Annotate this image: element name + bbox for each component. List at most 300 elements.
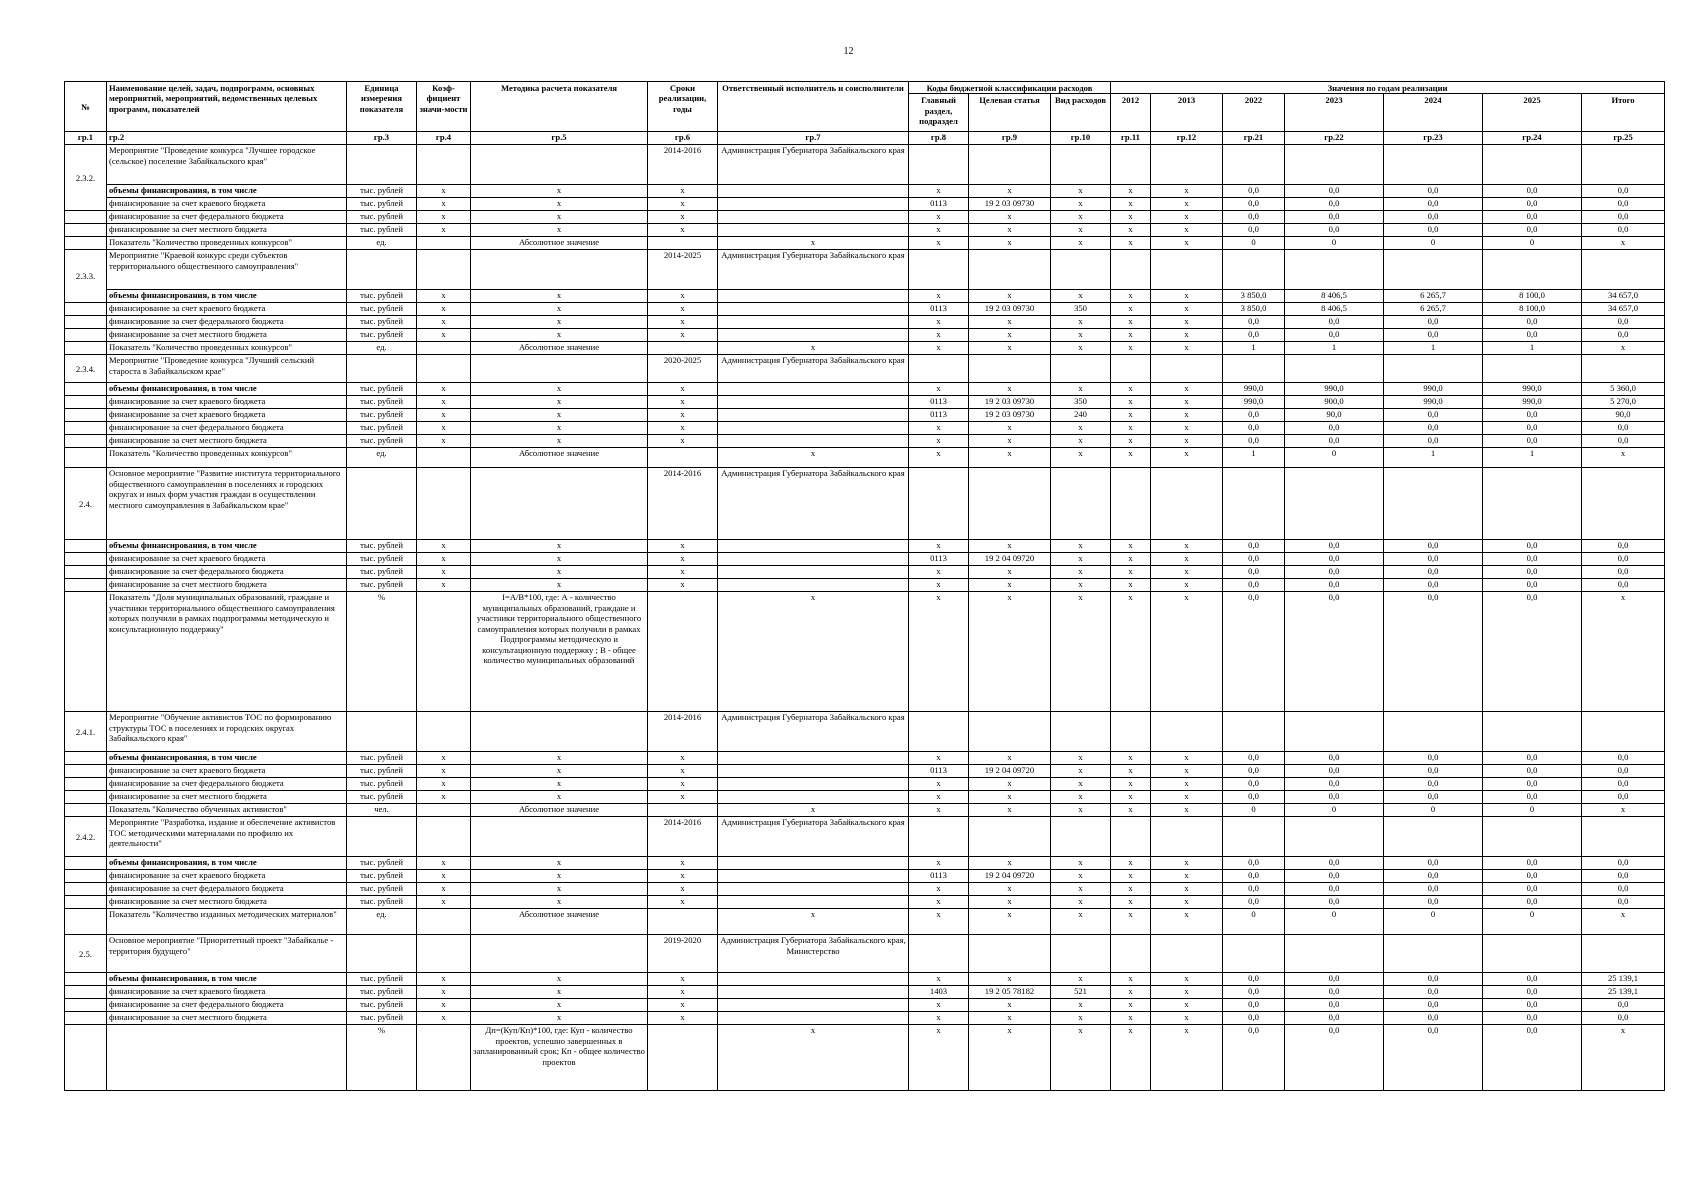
cell: x <box>969 999 1051 1012</box>
cell: x <box>1151 290 1223 303</box>
cell <box>471 935 648 973</box>
cell: Абсолютное значение <box>471 237 648 250</box>
cell: x <box>1151 986 1223 999</box>
cell: 0113 <box>909 303 969 316</box>
group-number-cell: гр.25 <box>1582 132 1665 145</box>
cell: тыс. рублей <box>347 579 417 592</box>
header-year: 2012 <box>1111 94 1151 132</box>
cell: x <box>969 290 1051 303</box>
table-row <box>65 579 1665 592</box>
table-row <box>65 396 1665 409</box>
row-number <box>65 409 107 422</box>
cell: x <box>969 342 1051 355</box>
group-number-cell: гр.2 <box>107 132 347 145</box>
cell: x <box>909 1025 969 1091</box>
cell: 0,0 <box>1483 316 1582 329</box>
page-number: 12 <box>843 46 854 57</box>
cell: 0,0 <box>1483 1012 1582 1025</box>
table-row <box>65 870 1665 883</box>
row-name: Показатель "Доля муниципальных образований, граждане и участники территориального общественного самоуправления которых получили в рамках подпрограммы методическую и консультационную поддержку" <box>107 592 347 712</box>
cell: 0,0 <box>1223 870 1285 883</box>
cell: x <box>1582 804 1665 817</box>
cell: x <box>1111 383 1151 396</box>
cell: 0,0 <box>1483 896 1582 909</box>
cell: 990,0 <box>1483 383 1582 396</box>
row-name <box>107 1025 347 1091</box>
table-row <box>65 303 1665 316</box>
cell <box>969 817 1051 857</box>
cell <box>1151 145 1223 185</box>
header-unit: Единица измерения показателя <box>347 82 417 132</box>
cell: 0,0 <box>1582 999 1665 1012</box>
cell: 0,0 <box>1384 973 1483 986</box>
cell <box>1223 817 1285 857</box>
table-body <box>65 145 1665 1091</box>
cell <box>1285 468 1384 540</box>
cell: x <box>909 752 969 765</box>
table-row <box>65 791 1665 804</box>
cell: 19 2 03 09730 <box>969 198 1051 211</box>
cell: x <box>417 396 471 409</box>
cell: 0,0 <box>1483 752 1582 765</box>
row-number: 2.4.1. <box>65 712 107 752</box>
cell: 990,0 <box>1223 383 1285 396</box>
cell <box>1483 712 1582 752</box>
row-number <box>65 804 107 817</box>
table-row <box>65 935 1665 973</box>
cell: 34 657,0 <box>1582 303 1665 316</box>
cell: 0,0 <box>1483 224 1582 237</box>
cell: 0,0 <box>1223 791 1285 804</box>
row-number <box>65 422 107 435</box>
cell: x <box>1111 329 1151 342</box>
cell <box>1483 817 1582 857</box>
cell <box>1051 250 1111 290</box>
cell: x <box>417 383 471 396</box>
cell: 0,0 <box>1384 592 1483 712</box>
cell <box>718 752 909 765</box>
cell: 34 657,0 <box>1582 290 1665 303</box>
cell: 0,0 <box>1285 316 1384 329</box>
cell: 350 <box>1051 303 1111 316</box>
cell: 0,0 <box>1223 896 1285 909</box>
cell <box>1051 817 1111 857</box>
cell: 0,0 <box>1384 185 1483 198</box>
cell <box>909 468 969 540</box>
cell: x <box>909 540 969 553</box>
header-code-type: Вид расходов <box>1051 94 1111 132</box>
cell: x <box>1111 765 1151 778</box>
cell <box>718 198 909 211</box>
row-number <box>65 224 107 237</box>
cell: 0,0 <box>1223 999 1285 1012</box>
group-number-cell: гр.21 <box>1223 132 1285 145</box>
cell <box>1384 145 1483 185</box>
cell <box>718 791 909 804</box>
cell: 3 850,0 <box>1223 290 1285 303</box>
cell: 0,0 <box>1483 870 1582 883</box>
cell: x <box>471 290 648 303</box>
cell: 0 <box>1223 237 1285 250</box>
cell <box>718 973 909 986</box>
cell: Администрация Губернатора Забайкальского края, Министерство <box>718 935 909 973</box>
header-num: № <box>65 82 107 132</box>
cell: 0,0 <box>1223 765 1285 778</box>
cell: 19 2 03 09730 <box>969 303 1051 316</box>
cell: тыс. рублей <box>347 383 417 396</box>
cell: x <box>417 1012 471 1025</box>
cell: тыс. рублей <box>347 290 417 303</box>
cell: 0,0 <box>1582 752 1665 765</box>
cell: x <box>648 553 718 566</box>
cell: 0,0 <box>1483 579 1582 592</box>
cell: x <box>1151 1012 1223 1025</box>
cell: 0,0 <box>1285 553 1384 566</box>
cell <box>347 250 417 290</box>
cell: 1 <box>1223 448 1285 468</box>
cell <box>1051 712 1111 752</box>
cell: x <box>909 448 969 468</box>
cell <box>718 211 909 224</box>
cell: тыс. рублей <box>347 553 417 566</box>
cell <box>1285 250 1384 290</box>
cell: 0,0 <box>1483 409 1582 422</box>
cell <box>718 540 909 553</box>
cell: 0,0 <box>1384 224 1483 237</box>
table-row <box>65 237 1665 250</box>
cell: x <box>648 409 718 422</box>
cell: x <box>471 435 648 448</box>
cell <box>648 237 718 250</box>
cell: 0,0 <box>1582 791 1665 804</box>
row-number: 2.4.2. <box>65 817 107 857</box>
row-number <box>65 303 107 316</box>
cell: 990,0 <box>1223 396 1285 409</box>
cell: 0,0 <box>1384 765 1483 778</box>
row-name: финансирование за счет местного бюджета <box>107 896 347 909</box>
group-number-cell: гр.11 <box>1111 132 1151 145</box>
cell: 0,0 <box>1223 422 1285 435</box>
cell: x <box>1051 883 1111 896</box>
cell: 0,0 <box>1285 224 1384 237</box>
row-number: 2.5. <box>65 935 107 973</box>
row-name: объемы финансирования, в том числе <box>107 540 347 553</box>
cell <box>417 592 471 712</box>
cell: x <box>1051 211 1111 224</box>
cell: 0,0 <box>1483 1025 1582 1091</box>
cell <box>1151 468 1223 540</box>
cell: x <box>1151 592 1223 712</box>
cell: x <box>1582 237 1665 250</box>
cell: x <box>1051 973 1111 986</box>
cell: x <box>718 592 909 712</box>
cell: x <box>1111 778 1151 791</box>
cell: x <box>417 409 471 422</box>
cell: 0,0 <box>1384 857 1483 870</box>
cell <box>718 435 909 448</box>
cell: x <box>909 290 969 303</box>
cell: тыс. рублей <box>347 409 417 422</box>
cell: 0,0 <box>1384 211 1483 224</box>
table-row <box>65 909 1665 935</box>
cell: тыс. рублей <box>347 185 417 198</box>
cell: x <box>909 896 969 909</box>
row-name: финансирование за счет федерального бюджета <box>107 422 347 435</box>
cell: x <box>471 752 648 765</box>
cell: x <box>471 999 648 1012</box>
cell: 0,0 <box>1384 870 1483 883</box>
cell: x <box>1051 1025 1111 1091</box>
cell: 0,0 <box>1285 752 1384 765</box>
cell: 90,0 <box>1582 409 1665 422</box>
cell <box>1051 355 1111 383</box>
row-number <box>65 909 107 935</box>
cell <box>347 355 417 383</box>
row-name: Показатель "Количество обученных активистов" <box>107 804 347 817</box>
cell <box>1384 712 1483 752</box>
table-row <box>65 355 1665 383</box>
cell: 0,0 <box>1483 857 1582 870</box>
cell: x <box>1151 896 1223 909</box>
cell: ед. <box>347 237 417 250</box>
cell: 0,0 <box>1384 409 1483 422</box>
cell: x <box>648 566 718 579</box>
cell: x <box>1151 396 1223 409</box>
cell: 0 <box>1384 909 1483 935</box>
header-year: 2024 <box>1384 94 1483 132</box>
cell: 0,0 <box>1384 986 1483 999</box>
cell: x <box>1111 1012 1151 1025</box>
cell: x <box>648 540 718 553</box>
cell: x <box>1051 870 1111 883</box>
group-number-cell: гр.4 <box>417 132 471 145</box>
cell: 0,0 <box>1384 896 1483 909</box>
row-name: Мероприятие "Разработка, издание и обеспечение активистов ТОС методическими материалами по профилю их деятельности" <box>107 817 347 857</box>
cell: 0,0 <box>1384 791 1483 804</box>
cell: x <box>471 986 648 999</box>
cell: x <box>718 1025 909 1091</box>
cell: x <box>1582 909 1665 935</box>
cell: x <box>1111 553 1151 566</box>
cell: x <box>1111 999 1151 1012</box>
cell <box>1051 935 1111 973</box>
cell: тыс. рублей <box>347 883 417 896</box>
table-row <box>65 986 1665 999</box>
cell: x <box>1051 765 1111 778</box>
cell: x <box>1111 791 1151 804</box>
cell: 0,0 <box>1223 778 1285 791</box>
cell: 0,0 <box>1582 579 1665 592</box>
row-name: финансирование за счет федерального бюджета <box>107 883 347 896</box>
row-name: Мероприятие "Краевой конкурс среди субъектов территориального общественного самоуправления" <box>107 250 347 290</box>
cell <box>718 579 909 592</box>
cell: x <box>471 883 648 896</box>
cell: x <box>718 448 909 468</box>
cell: x <box>1111 804 1151 817</box>
cell <box>471 712 648 752</box>
cell <box>648 342 718 355</box>
cell <box>1223 250 1285 290</box>
cell: x <box>1151 383 1223 396</box>
cell <box>909 355 969 383</box>
cell <box>969 468 1051 540</box>
cell: x <box>417 999 471 1012</box>
cell: x <box>648 870 718 883</box>
cell: 2014-2025 <box>648 250 718 290</box>
cell: 1 <box>1223 342 1285 355</box>
group-number-row <box>65 132 1665 145</box>
cell <box>718 857 909 870</box>
cell: x <box>1151 973 1223 986</box>
row-number <box>65 896 107 909</box>
table-row <box>65 712 1665 752</box>
cell: x <box>1111 237 1151 250</box>
cell: x <box>969 566 1051 579</box>
cell: x <box>969 435 1051 448</box>
cell: 0,0 <box>1582 540 1665 553</box>
cell: x <box>1051 237 1111 250</box>
cell: 0,0 <box>1483 883 1582 896</box>
cell: тыс. рублей <box>347 566 417 579</box>
row-number <box>65 752 107 765</box>
row-name: финансирование за счет краевого бюджета <box>107 198 347 211</box>
cell: тыс. рублей <box>347 435 417 448</box>
cell: 990,0 <box>1384 396 1483 409</box>
cell <box>471 145 648 185</box>
cell: 0,0 <box>1223 224 1285 237</box>
cell: 0,0 <box>1223 198 1285 211</box>
cell: x <box>648 579 718 592</box>
cell: Администрация Губернатора Забайкальского края <box>718 250 909 290</box>
cell: 0,0 <box>1483 329 1582 342</box>
cell: x <box>417 896 471 909</box>
cell: 2020-2025 <box>648 355 718 383</box>
cell: 25 139,1 <box>1582 973 1665 986</box>
cell: x <box>909 1012 969 1025</box>
group-number-cell: гр.10 <box>1051 132 1111 145</box>
cell: x <box>969 383 1051 396</box>
cell: 990,0 <box>1384 383 1483 396</box>
cell <box>648 1025 718 1091</box>
cell <box>718 870 909 883</box>
cell: x <box>471 316 648 329</box>
cell <box>1285 712 1384 752</box>
cell: x <box>417 791 471 804</box>
cell: x <box>969 973 1051 986</box>
row-name: Показатель "Количество проведенных конкурсов" <box>107 237 347 250</box>
cell: x <box>1151 870 1223 883</box>
cell: 0,0 <box>1384 422 1483 435</box>
cell: x <box>1111 566 1151 579</box>
cell: x <box>1051 224 1111 237</box>
cell <box>718 883 909 896</box>
cell <box>471 250 648 290</box>
cell: x <box>969 909 1051 935</box>
cell: 0,0 <box>1285 211 1384 224</box>
cell: тыс. рублей <box>347 422 417 435</box>
cell: x <box>969 857 1051 870</box>
cell: 350 <box>1051 396 1111 409</box>
row-name: Показатель "Количество проведенных конкурсов" <box>107 448 347 468</box>
cell: x <box>1151 553 1223 566</box>
cell <box>648 592 718 712</box>
cell: x <box>648 883 718 896</box>
row-name: объемы финансирования, в том числе <box>107 973 347 986</box>
cell: x <box>1111 752 1151 765</box>
cell: 0 <box>1285 909 1384 935</box>
cell: x <box>909 422 969 435</box>
table-row <box>65 342 1665 355</box>
row-name: финансирование за счет местного бюджета <box>107 224 347 237</box>
cell: x <box>718 909 909 935</box>
cell: x <box>1051 778 1111 791</box>
cell: 0,0 <box>1582 185 1665 198</box>
row-name: финансирование за счет краевого бюджета <box>107 986 347 999</box>
cell: 19 2 03 09730 <box>969 396 1051 409</box>
table-row <box>65 1012 1665 1025</box>
cell: x <box>1151 909 1223 935</box>
cell: 5 270,0 <box>1582 396 1665 409</box>
row-name: финансирование за счет краевого бюджета <box>107 409 347 422</box>
cell: 0,0 <box>1483 986 1582 999</box>
cell: x <box>648 435 718 448</box>
cell: 0 <box>1223 909 1285 935</box>
cell: тыс. рублей <box>347 870 417 883</box>
cell: x <box>909 224 969 237</box>
cell: 0,0 <box>1483 435 1582 448</box>
cell: x <box>1151 540 1223 553</box>
cell: x <box>648 778 718 791</box>
table-row <box>65 1025 1665 1091</box>
cell: x <box>969 791 1051 804</box>
cell <box>1285 145 1384 185</box>
cell: 0113 <box>909 409 969 422</box>
header-year: 2023 <box>1285 94 1384 132</box>
cell: 1 <box>1285 342 1384 355</box>
cell: 0,0 <box>1285 329 1384 342</box>
cell: тыс. рублей <box>347 540 417 553</box>
cell <box>909 250 969 290</box>
cell <box>1384 250 1483 290</box>
cell <box>471 817 648 857</box>
header-responsible: Ответственный исполнитель и соисполнители <box>718 82 909 132</box>
cell: 0,0 <box>1285 791 1384 804</box>
row-name: объемы финансирования, в том числе <box>107 383 347 396</box>
cell: x <box>718 804 909 817</box>
cell <box>718 290 909 303</box>
cell <box>417 935 471 973</box>
cell: x <box>1111 857 1151 870</box>
cell: 0,0 <box>1285 778 1384 791</box>
row-number <box>65 579 107 592</box>
cell: 0,0 <box>1223 435 1285 448</box>
cell <box>1483 145 1582 185</box>
cell <box>1111 250 1151 290</box>
cell: x <box>909 883 969 896</box>
cell: 6 265,7 <box>1384 290 1483 303</box>
header-codes-group: Коды бюджетной классификации расходов <box>909 82 1111 94</box>
cell <box>1483 935 1582 973</box>
cell: x <box>1051 198 1111 211</box>
cell: 0,0 <box>1223 579 1285 592</box>
cell: x <box>648 765 718 778</box>
cell: 0,0 <box>1582 435 1665 448</box>
cell: x <box>648 986 718 999</box>
table-row <box>65 804 1665 817</box>
cell: x <box>969 211 1051 224</box>
cell: x <box>969 579 1051 592</box>
row-name: финансирование за счет краевого бюджета <box>107 765 347 778</box>
